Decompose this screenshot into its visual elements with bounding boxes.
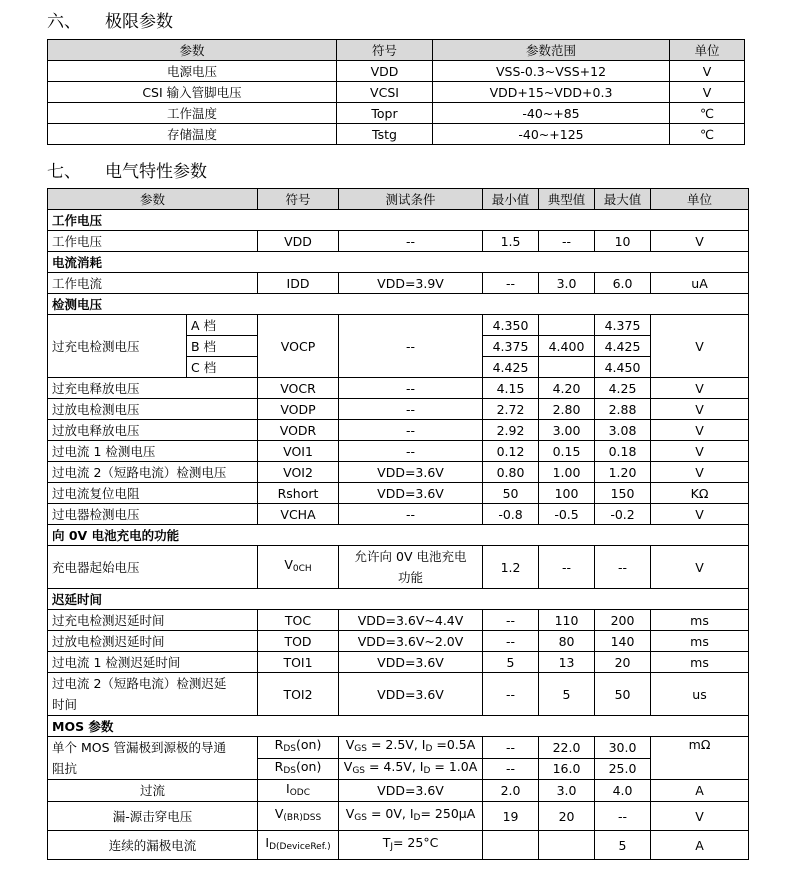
min-cell: 4.425 xyxy=(483,357,539,378)
typ-cell: -- xyxy=(539,231,595,252)
max-cell: 200 xyxy=(595,610,651,631)
table-row xyxy=(48,631,749,652)
max-cell: 50 xyxy=(595,673,651,716)
symbol-cell: VOI2 xyxy=(258,462,339,483)
max-cell: 3.08 xyxy=(595,420,651,441)
section-row xyxy=(48,525,749,546)
unit-cell: ℃ xyxy=(670,124,745,145)
typ-cell: 4.400 xyxy=(539,336,595,357)
header-cell: 测试条件 xyxy=(339,189,483,210)
param-cell xyxy=(48,673,258,716)
unit-cell: uA xyxy=(651,273,749,294)
min-cell: 19 xyxy=(483,802,539,831)
section-label: 工作电压 xyxy=(48,210,749,231)
symbol-sub: DS xyxy=(283,765,297,776)
min-cell: 1.2 xyxy=(483,546,539,589)
symbol-cell: Topr xyxy=(337,103,433,124)
table-row xyxy=(48,399,749,420)
electrical-table xyxy=(47,188,749,860)
condition-cell: $T_J= 25^\circ C$ xyxy=(339,831,483,860)
param-cell: 电源电压 xyxy=(48,61,337,82)
section-label: 迟延时间 xyxy=(48,589,749,610)
max-cell: 150 xyxy=(595,483,651,504)
typ-cell: 5 xyxy=(539,673,595,716)
section-row xyxy=(48,589,749,610)
symbol-cell xyxy=(258,546,339,589)
condition-cell: -- xyxy=(339,420,483,441)
min-cell: 2.92 xyxy=(483,420,539,441)
max-cell: 6.0 xyxy=(595,273,651,294)
table-row xyxy=(48,231,749,252)
symbol-cell: VCHA xyxy=(258,504,339,525)
section-row xyxy=(48,252,749,273)
min-cell: 1.5 xyxy=(483,231,539,252)
param-cell: 过充电释放电压 xyxy=(48,378,258,399)
table-row xyxy=(48,124,745,145)
table-row xyxy=(48,273,749,294)
unit-cell: V xyxy=(651,802,749,831)
unit-cell: ms xyxy=(651,610,749,631)
condition-cell: VDD=3.6V xyxy=(339,652,483,673)
symbol-cell: TOD xyxy=(258,631,339,652)
max-cell: 4.425 xyxy=(595,336,651,357)
min-cell: -- xyxy=(483,737,539,759)
condition-cell: VDD=3.6V xyxy=(339,673,483,716)
min-cell: 0.80 xyxy=(483,462,539,483)
table-row xyxy=(48,546,749,589)
min-cell: -- xyxy=(483,758,539,780)
table-row xyxy=(48,378,749,399)
table-row xyxy=(48,315,749,336)
unit-cell: ℃ xyxy=(670,103,745,124)
header-cell: 参数范围 xyxy=(433,40,670,61)
range-cell: -40~+125 xyxy=(433,124,670,145)
symbol-main: V xyxy=(274,806,284,821)
param-cell: 过电流 1 检测电压 xyxy=(48,441,258,462)
param-cell: 过放电释放电压 xyxy=(48,420,258,441)
param-cell: 过充电检测电压 xyxy=(48,315,187,378)
symbol-main: I xyxy=(265,835,270,850)
min-cell: 4.375 xyxy=(483,336,539,357)
param-cell xyxy=(48,737,258,780)
symbol-cell xyxy=(258,737,339,759)
symbol-sub: 0CH xyxy=(292,564,312,574)
section-label-suffix: 电池充电的功能 xyxy=(87,527,180,543)
unit-cell: V xyxy=(651,399,749,420)
table-row xyxy=(48,610,749,631)
param-cell: 充电器起始电压 xyxy=(48,546,258,589)
condition-cell: $V_{GS} = 0V$, $I_D= 250\mu A$ xyxy=(339,802,483,831)
section-heading-limits xyxy=(47,7,173,32)
max-cell: 20 xyxy=(595,652,651,673)
section-label-bold: 0V xyxy=(68,527,88,543)
typ-cell xyxy=(539,357,595,378)
table-row xyxy=(48,504,749,525)
symbol-sub: (BR)DSS xyxy=(283,813,322,823)
condition-line-1: 允许向 0V 电池充电 xyxy=(354,549,467,564)
symbol-sub: ODC xyxy=(289,787,311,798)
typ-cell: 4.20 xyxy=(539,378,595,399)
min-cell: -- xyxy=(483,673,539,716)
max-cell: 140 xyxy=(595,631,651,652)
symbol-sub: DS xyxy=(283,744,297,755)
param-cell: 过电流复位电阻 xyxy=(48,483,258,504)
param-cell: CSI 输入管脚电压 xyxy=(48,82,337,103)
unit-cell: V xyxy=(651,504,749,525)
condition-cell: -- xyxy=(339,231,483,252)
typ-cell: 3.00 xyxy=(539,420,595,441)
symbol-main: I xyxy=(286,780,290,796)
param-cell: 过电流 1 检测迟延时间 xyxy=(48,652,258,673)
symbol-suffix: (on) xyxy=(296,737,322,753)
header-cell: 参数 xyxy=(48,189,258,210)
min-cell: 50 xyxy=(483,483,539,504)
symbol-main: V xyxy=(284,557,293,572)
min-cell: 2.72 xyxy=(483,399,539,420)
section-label: 检测电压 xyxy=(48,294,749,315)
typ-cell: 1.00 xyxy=(539,462,595,483)
unit-cell: V xyxy=(651,546,749,589)
typ-cell: 2.80 xyxy=(539,399,595,420)
param-line-2: 时间 xyxy=(52,697,78,712)
header-cell: 最大值 xyxy=(595,189,651,210)
typ-cell xyxy=(539,831,595,860)
range-cell: -40~+85 xyxy=(433,103,670,124)
param-cell: 过充电检测迟延时间 xyxy=(48,610,258,631)
table-row xyxy=(48,652,749,673)
param-line-1: 过电流 2（短路电流）检测迟延 xyxy=(52,676,227,691)
section-row xyxy=(48,210,749,231)
unit-cell: V xyxy=(651,462,749,483)
symbol-cell: VODR xyxy=(258,420,339,441)
condition-cell: VDD=3.6V xyxy=(339,780,483,802)
max-cell: -0.2 xyxy=(595,504,651,525)
symbol-cell xyxy=(258,780,339,802)
table-row xyxy=(48,103,745,124)
max-cell: -- xyxy=(595,802,651,831)
param-line-1: 单个 MOS 管漏极到源极的导通 xyxy=(52,740,227,755)
unit-cell: KΩ xyxy=(651,483,749,504)
symbol-cell: VOI1 xyxy=(258,441,339,462)
unit-cell: V xyxy=(651,315,749,378)
param-line-2: 阻抗 xyxy=(52,761,78,776)
min-cell xyxy=(483,831,539,860)
table-row xyxy=(48,483,749,504)
max-cell: 4.25 xyxy=(595,378,651,399)
typ-cell: 80 xyxy=(539,631,595,652)
symbol-cell: TOI1 xyxy=(258,652,339,673)
section-label: MOS 参数 xyxy=(48,716,749,737)
max-cell: 1.20 xyxy=(595,462,651,483)
typ-cell: 100 xyxy=(539,483,595,504)
condition-cell: $V_{GS} = 2.5V$, $I_D =0.5A$ xyxy=(339,737,483,759)
table-row xyxy=(48,673,749,716)
unit-cell: mΩ xyxy=(651,737,749,780)
min-cell: 2.0 xyxy=(483,780,539,802)
param-cell: 漏-源击穿电压 xyxy=(48,802,258,831)
symbol-cell: VOCP xyxy=(258,315,339,378)
condition-cell: -- xyxy=(339,504,483,525)
unit-cell: V xyxy=(651,441,749,462)
unit-cell: V xyxy=(670,82,745,103)
table-row xyxy=(48,831,749,860)
header-cell: 符号 xyxy=(337,40,433,61)
min-cell: -- xyxy=(483,631,539,652)
condition-cell: VDD=3.6V xyxy=(339,483,483,504)
param-cell: 过电器检测电压 xyxy=(48,504,258,525)
table-row xyxy=(48,780,749,802)
max-cell: 4.450 xyxy=(595,357,651,378)
symbol-cell: VOCR xyxy=(258,378,339,399)
max-cell: 5 xyxy=(595,831,651,860)
range-cell: VDD+15~VDD+0.3 xyxy=(433,82,670,103)
param-cell: 过电流 2（短路电流）检测电压 xyxy=(48,462,258,483)
header-cell: 符号 xyxy=(258,189,339,210)
header-cell: 参数 xyxy=(48,40,337,61)
symbol-cell: IDD xyxy=(258,273,339,294)
typ-cell: 16.0 xyxy=(539,758,595,780)
section-heading-electrical xyxy=(47,157,207,182)
symbol-cell: VDD xyxy=(337,61,433,82)
symbol-cell xyxy=(258,758,339,780)
typ-cell: 20 xyxy=(539,802,595,831)
condition-cell xyxy=(339,546,483,589)
symbol-cell xyxy=(258,802,339,831)
unit-cell: V xyxy=(670,61,745,82)
condition-cell: VDD=3.6V~4.4V xyxy=(339,610,483,631)
header-cell: 最小值 xyxy=(483,189,539,210)
param-cell: 过流 xyxy=(48,780,258,802)
unit-cell: ms xyxy=(651,631,749,652)
header-cell: 单位 xyxy=(651,189,749,210)
unit-cell: V xyxy=(651,420,749,441)
typ-cell: 3.0 xyxy=(539,780,595,802)
unit-cell: A xyxy=(651,831,749,860)
condition-cell: -- xyxy=(339,378,483,399)
table-row xyxy=(48,737,749,759)
range-cell: VSS-0.3~VSS+12 xyxy=(433,61,670,82)
max-cell: 2.88 xyxy=(595,399,651,420)
section-label xyxy=(48,525,749,546)
condition-cell: -- xyxy=(339,441,483,462)
max-cell: 30.0 xyxy=(595,737,651,759)
section-label: 电流消耗 xyxy=(48,252,749,273)
typ-cell: 3.0 xyxy=(539,273,595,294)
min-cell: -- xyxy=(483,610,539,631)
section-row xyxy=(48,716,749,737)
max-cell: 10 xyxy=(595,231,651,252)
symbol-cell: VCSI xyxy=(337,82,433,103)
grade-cell: A 档 xyxy=(187,315,258,336)
header-cell: 单位 xyxy=(670,40,745,61)
section-row xyxy=(48,294,749,315)
min-cell: 0.12 xyxy=(483,441,539,462)
condition-cell: VDD=3.6V xyxy=(339,462,483,483)
param-cell: 连续的漏极电流 xyxy=(48,831,258,860)
table-header-row xyxy=(48,189,749,210)
typ-cell: -- xyxy=(539,546,595,589)
min-cell: 5 xyxy=(483,652,539,673)
min-cell: 4.15 xyxy=(483,378,539,399)
min-cell: 4.350 xyxy=(483,315,539,336)
symbol-suffix: (on) xyxy=(296,758,322,774)
section-title: 电气特性参数 xyxy=(105,162,207,182)
condition-line-2: 功能 xyxy=(398,570,424,585)
typ-cell xyxy=(539,315,595,336)
section-number: 七、 xyxy=(47,162,81,182)
symbol-sub: D(DeviceRef.) xyxy=(269,842,331,852)
symbol-main: R xyxy=(274,737,284,753)
unit-cell: V xyxy=(651,378,749,399)
param-cell: 存储温度 xyxy=(48,124,337,145)
table-row xyxy=(48,802,749,831)
symbol-cell: TOI2 xyxy=(258,673,339,716)
symbol-cell: Rshort xyxy=(258,483,339,504)
max-cell: 4.0 xyxy=(595,780,651,802)
unit-cell: V xyxy=(651,231,749,252)
param-cell: 工作电流 xyxy=(48,273,258,294)
param-cell: 工作电压 xyxy=(48,231,258,252)
table-row xyxy=(48,420,749,441)
unit-cell: us xyxy=(651,673,749,716)
symbol-cell xyxy=(258,831,339,860)
min-cell: -- xyxy=(483,273,539,294)
typ-cell: 0.15 xyxy=(539,441,595,462)
typ-cell: -0.5 xyxy=(539,504,595,525)
symbol-cell: Tstg xyxy=(337,124,433,145)
param-cell: 过放电检测迟延时间 xyxy=(48,631,258,652)
max-cell: 0.18 xyxy=(595,441,651,462)
grade-cell: C 档 xyxy=(187,357,258,378)
unit-cell: ms xyxy=(651,652,749,673)
table-header-row xyxy=(48,40,745,61)
typ-cell: 110 xyxy=(539,610,595,631)
max-cell: 25.0 xyxy=(595,758,651,780)
table-row xyxy=(48,61,745,82)
condition-cell: $V_{GS} = 4.5V$, $I_D = 1.0A$ xyxy=(339,758,483,780)
unit-cell: A xyxy=(651,780,749,802)
table-row xyxy=(48,462,749,483)
condition-cell: -- xyxy=(339,399,483,420)
min-cell: -0.8 xyxy=(483,504,539,525)
condition-cell: VDD=3.9V xyxy=(339,273,483,294)
param-cell: 工作温度 xyxy=(48,103,337,124)
condition-cell: -- xyxy=(339,315,483,378)
typ-cell: 13 xyxy=(539,652,595,673)
section-title: 极限参数 xyxy=(105,12,173,32)
header-cell: 典型值 xyxy=(539,189,595,210)
param-cell: 过放电检测电压 xyxy=(48,399,258,420)
section-number: 六、 xyxy=(47,12,81,32)
condition-cell: VDD=3.6V~2.0V xyxy=(339,631,483,652)
symbol-main: R xyxy=(274,758,284,774)
symbol-cell: TOC xyxy=(258,610,339,631)
max-cell: -- xyxy=(595,546,651,589)
symbol-cell: VDD xyxy=(258,231,339,252)
grade-cell: B 档 xyxy=(187,336,258,357)
section-label-prefix: 向 xyxy=(52,527,69,543)
max-cell: 4.375 xyxy=(595,315,651,336)
table-row xyxy=(48,441,749,462)
typ-cell: 22.0 xyxy=(539,737,595,759)
limits-table xyxy=(47,39,745,145)
symbol-cell: VODP xyxy=(258,399,339,420)
table-row xyxy=(48,82,745,103)
